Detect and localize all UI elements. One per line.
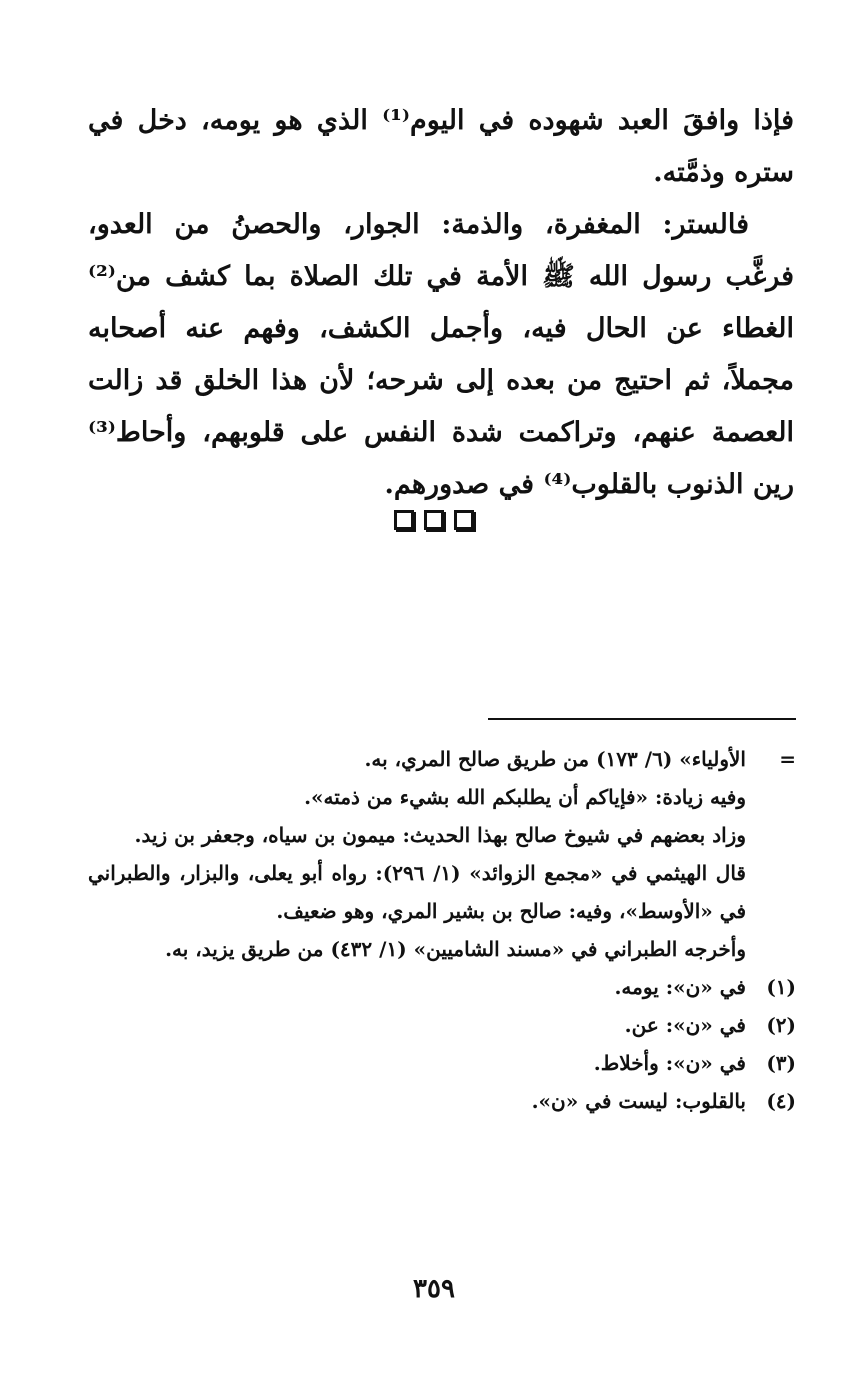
- page-number: ٣٥٩: [413, 1274, 455, 1304]
- paragraph-1: فإذا وافقَ العبد شهوده في اليوم⁽¹⁾ الذي هو يومه، دخل في ستره وذمَّته.: [88, 105, 794, 188]
- footnote-separator: [488, 718, 796, 720]
- section-divider-ornament: [0, 510, 868, 530]
- main-text: [88, 95, 794, 511]
- footnote-4: (٤)بالقلوب: ليست في «ن».: [531, 1089, 796, 1113]
- footnote-line: =الأولياء» (٦/ ١٧٣) من طريق صالح المري، به.: [88, 740, 746, 778]
- continuation-marker: =: [779, 747, 796, 771]
- footnotes: [88, 740, 796, 1120]
- footnote-line: وأخرجه الطبراني في «مسند الشاميين» (١/ ٤٣٢) من طريق يزيد، به.: [165, 937, 746, 961]
- footnote-3: (٣)في «ن»: وأخلاط.: [593, 1051, 796, 1075]
- square-ornament-icon: [424, 510, 444, 530]
- square-ornament-icon: [394, 510, 414, 530]
- square-ornament-icon: [454, 510, 474, 530]
- footnote-line: قال الهيثمي في «مجمع الزوائد» (١/ ٢٩٦): رواه أبو يعلى، والبزار، والطبراني في «الأوسط»، وفيه: صالح بن بشير المري، وهو ضعيف.: [88, 861, 746, 923]
- footnote-continuation: [88, 740, 796, 968]
- footnote-1: (١)في «ن»: يومه.: [614, 975, 796, 999]
- footnote-line: وفيه زيادة: «فإياكم أن يطلبكم الله بشيء من ذمته».: [304, 785, 746, 809]
- paragraph-2: فالستر: المغفرة، والذمة: الجوار، والحصنُ من العدو، فرغَّب رسول الله ﷺ الأمة في تلك الصلاة بما كشف من⁽²⁾ الغطاء عن الحال فيه، وأجمل الكشف، وفهم عنه أصحابه مجملاً، ثم احتيج من بعده إلى شرحه؛ لأن هذا الخلق قد زالت العصمة عنهم، وتراكمت شدة النفس على قلوبهم، وأحاط⁽³⁾ رين الذنوب بالقلوب⁽⁴⁾ في صدورهم.: [88, 209, 794, 500]
- footnote-2: (٢)في «ن»: عن.: [624, 1013, 796, 1037]
- footnote-line: وزاد بعضهم في شيوخ صالح بهذا الحديث: ميمون بن سياه، وجعفر بن زيد.: [134, 823, 746, 847]
